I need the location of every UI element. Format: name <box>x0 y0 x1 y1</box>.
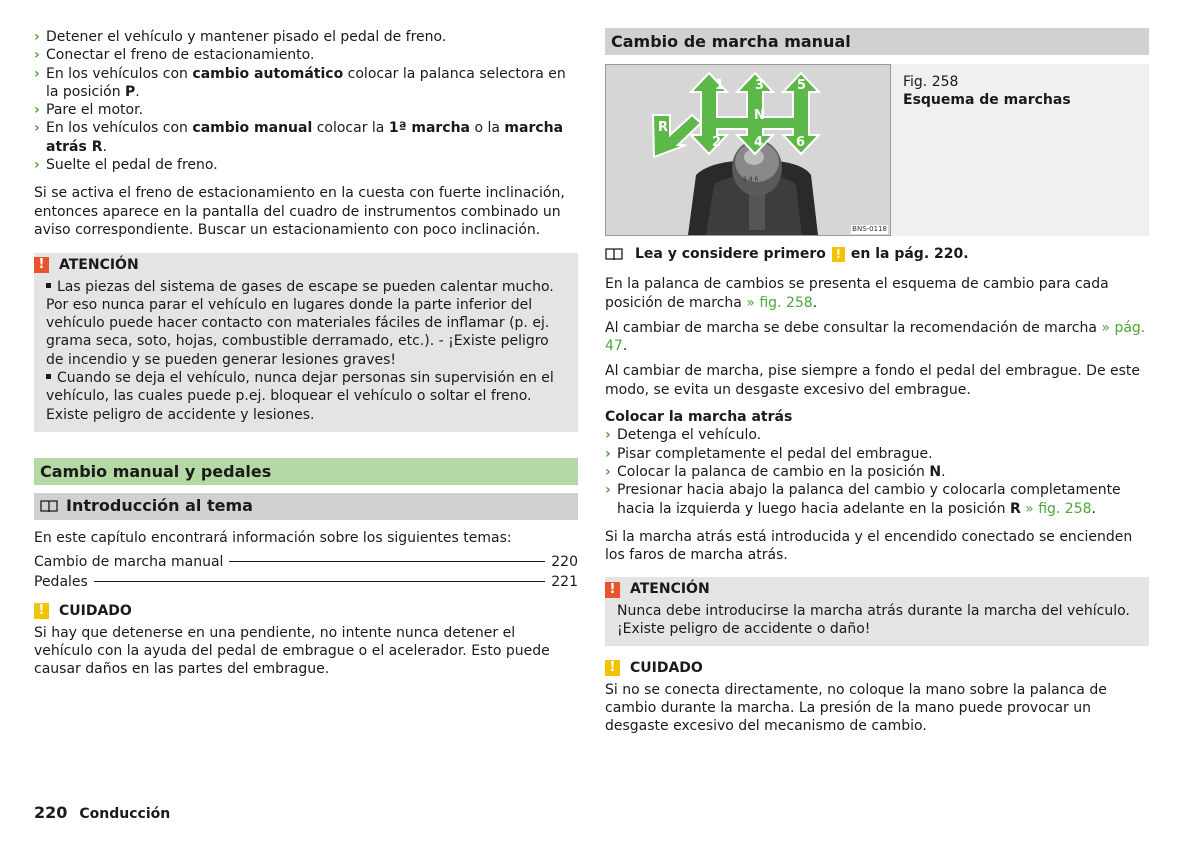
figure <box>605 64 1149 236</box>
paragraph <box>605 275 1149 312</box>
step-text: En los vehículos con <box>46 65 193 82</box>
list-item <box>34 101 578 119</box>
toc-label: Cambio de marcha manual <box>34 554 224 571</box>
chevron-right-icon: › <box>34 47 40 64</box>
gear-label: N <box>754 108 765 123</box>
toc-leader <box>229 561 545 562</box>
book-icon <box>605 247 623 261</box>
caution-text: Si no se conecta directamente, no coloque la mano sobre la palanca de cambio durante la marcha. La presión de la mano puede provocar un desgaste excesivo del mecanismo de cambio. <box>605 681 1107 735</box>
caution-exclamation-icon: ! <box>832 247 845 262</box>
gear-diagram-image <box>605 64 891 236</box>
read-first-line <box>605 245 1149 263</box>
right-column <box>605 28 1149 736</box>
figure-link[interactable]: » fig. 258 <box>746 294 813 311</box>
step-text: Colocar la palanca de cambio en la posición <box>617 463 930 480</box>
chevron-right-icon: › <box>605 445 611 462</box>
figure-code: BNS-0118 <box>852 225 887 233</box>
figure-caption <box>891 64 1083 236</box>
list-item <box>34 65 578 102</box>
paragraph: Si la marcha atrás está introducida y el encendido conectado se encienden los faros de marcha atrás. <box>605 528 1133 564</box>
chevron-right-icon: › <box>34 102 40 119</box>
chevron-right-icon: › <box>34 29 40 45</box>
step-text: Suelte el pedal de freno. <box>46 157 218 174</box>
step-text: Detener el vehículo y mantener pisado el pedal de freno. <box>46 29 447 45</box>
read-first-link[interactable]: en la pág. 220. <box>850 246 969 262</box>
page-link[interactable]: » pág. 47 <box>605 319 1146 355</box>
section-title-bar <box>605 28 1149 55</box>
bullet-square-icon <box>46 374 51 379</box>
step-bold: N <box>929 463 942 480</box>
list-item <box>34 28 578 46</box>
caution-text: Si hay que detenerse en una pendiente, no intente nunca detener el vehículo con la ayuda del pedal de embrague o el acelerador. Esto puede causar daños en las partes del embrague. <box>34 624 550 678</box>
warning-text: Nunca debe introducirse la marcha atrás durante la marcha del vehículo. ¡Existe peligro de accidente o daño! <box>617 602 1130 638</box>
list-item <box>605 445 1149 463</box>
warning-header <box>605 580 1137 598</box>
warning-title: ATENCIÓN <box>630 581 710 598</box>
caution-exclamation-icon: ! <box>605 660 620 676</box>
step-text: . <box>102 138 107 155</box>
chevron-right-icon: › <box>34 65 40 82</box>
step-text: Pisar completamente el pedal del embrague. <box>617 445 933 462</box>
intro-title-bar <box>34 493 578 520</box>
gear-label: 2 <box>712 135 722 150</box>
paragraph-text: . <box>812 294 818 311</box>
chevron-right-icon: › <box>605 482 611 499</box>
page-number: 220 <box>34 803 68 822</box>
gear-label: 3 <box>755 78 765 93</box>
warning-header <box>34 256 566 274</box>
step-bold: 1ª marcha <box>388 120 471 137</box>
list-item <box>605 426 1149 444</box>
caution-exclamation-icon: ! <box>34 603 49 619</box>
caution-title: CUIDADO <box>630 660 703 677</box>
paragraph-text: En la palanca de cambios se presenta el esquema de cambio para cada posición de marcha <box>605 276 1109 311</box>
toc-page: 221 <box>551 574 578 591</box>
step-text: . <box>135 83 140 100</box>
step-text: Conectar el freno de estacionamiento. <box>46 47 315 64</box>
gear-label: 5 <box>797 78 807 93</box>
left-column <box>34 28 578 678</box>
toc-row[interactable] <box>34 573 578 593</box>
reverse-title: Colocar la marcha atrás <box>605 409 793 426</box>
section-title: Cambio manual y pedales <box>40 461 272 481</box>
toc <box>34 553 578 593</box>
warning-item-text: Las piezas del sistema de gases de escape se pueden calentar mucho. Por eso nunca parar el vehículo en lugares donde la parte inferior del vehículo puede hacer contacto con materiales fáciles de inflamar (p. ej. grama seca, soto, hojas, combustible derramado, etc.). - ¡Existe peligro de incendio y se pueden generar lesiones graves! <box>46 278 554 368</box>
warning-exclamation-icon: ! <box>34 257 49 273</box>
list-item <box>34 119 578 156</box>
warning-exclamation-icon: ! <box>605 582 620 598</box>
chevron-right-icon: › <box>34 157 40 174</box>
section-title-bar <box>34 458 578 485</box>
chevron-right-icon: › <box>605 463 611 480</box>
slope-paragraph: Si se activa el freno de estacionamiento en la cuesta con fuerte inclinación, entonces aparece en la pantalla del cuadro de instrumentos combinado un aviso correspondiente. Buscar un estacionamiento con poco inclinación. <box>34 185 565 238</box>
chevron-right-icon: › <box>605 427 611 444</box>
step-bold: cambio automático <box>192 65 344 82</box>
warning-title: ATENCIÓN <box>59 257 139 274</box>
book-icon <box>40 499 58 513</box>
warning-item-text: Cuando se deja el vehículo, nunca dejar personas sin supervisión en el vehículo, las cuales puede p.ej. bloquear el vehículo o soltar el freno. Existe peligro de accidente y lesiones. <box>46 370 554 423</box>
step-text: Presionar hacia abajo la palanca del cambio y colocarla completamente hacia la izquierda y luego hacia adelante en la posición <box>617 482 1121 517</box>
step-bold: P <box>125 83 136 100</box>
page-footer <box>34 804 170 823</box>
warning-item <box>46 369 566 424</box>
list-item <box>605 481 1149 518</box>
warning-item <box>46 278 566 369</box>
step-text: . <box>1091 500 1096 517</box>
paragraph: Al cambiar de marcha, pise siempre a fondo el pedal del embrague. De este modo, se evita un desgaste excesivo del embrague. <box>605 363 1141 398</box>
paragraph-text: . <box>622 338 628 355</box>
figure-label: Fig. 258 <box>903 74 959 90</box>
step-text: colocar la palanca selectora en la posición <box>46 65 566 100</box>
read-first-text: Lea y considere primero <box>635 246 826 262</box>
step-bold: cambio manual <box>192 120 313 137</box>
list-item <box>34 156 578 174</box>
knob-label: 2 4 6 <box>743 176 759 183</box>
caution-header <box>34 602 578 620</box>
gear-label: 6 <box>796 135 806 150</box>
step-text: Pare el motor. <box>46 102 144 119</box>
warning-box <box>605 577 1149 646</box>
toc-leader <box>94 581 545 582</box>
list-item <box>34 46 578 64</box>
list-item <box>605 463 1149 481</box>
intro-title: Introducción al tema <box>66 496 253 516</box>
paragraph <box>605 319 1149 356</box>
caution-title: CUIDADO <box>59 603 132 620</box>
steps-list <box>34 28 578 174</box>
figure-link[interactable]: » fig. 258 <box>1025 500 1092 517</box>
figure-caption-text: Esquema de marchas <box>903 92 1071 109</box>
gear-shift-illustration <box>606 65 890 235</box>
gear-label: R <box>658 120 669 135</box>
section-title: Cambio de marcha manual <box>611 31 851 51</box>
step-text: colocar la <box>312 120 389 137</box>
step-text: Detenga el vehículo. <box>617 427 762 444</box>
toc-page: 220 <box>551 554 578 571</box>
caution-header <box>605 659 1149 677</box>
step-bold: R <box>1009 500 1021 517</box>
step-text: . <box>941 463 946 480</box>
gear-label: 1 <box>715 78 725 93</box>
step-text: En los vehículos con <box>46 120 193 137</box>
gear-label: 4 <box>754 135 764 150</box>
toc-row[interactable] <box>34 553 578 573</box>
toc-label: Pedales <box>34 574 88 591</box>
warning-box <box>34 253 578 432</box>
intro-text: En este capítulo encontrará información sobre los siguientes temas: <box>34 529 512 546</box>
chapter-name: Conducción <box>79 806 171 822</box>
bullet-square-icon <box>46 283 51 288</box>
step-bold: marcha atrás R <box>46 120 564 155</box>
step-text: o la <box>470 120 505 137</box>
chevron-right-icon: › <box>34 120 40 137</box>
paragraph-text: Al cambiar de marcha se debe consultar la recomendación de marcha <box>605 319 1097 336</box>
